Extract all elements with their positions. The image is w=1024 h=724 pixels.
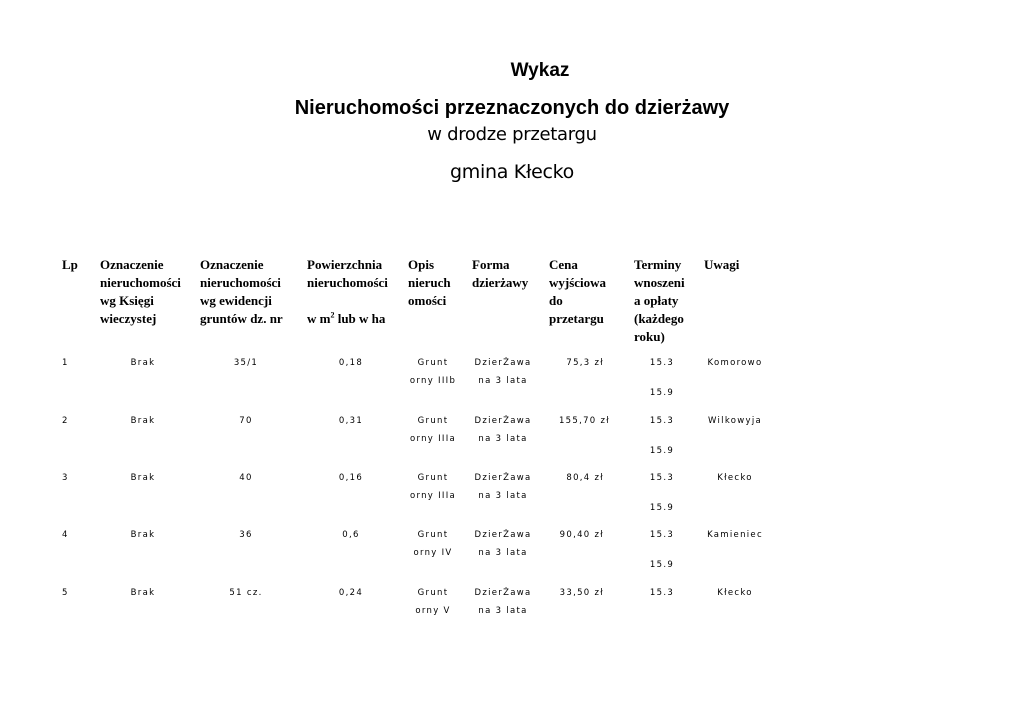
cell-termin-2: 15.9 [649,560,675,570]
document-subtitle-line: w drodze przetargu [427,124,597,145]
cell-opis-klasa: orny V [415,606,451,616]
header-uwagi: Uwagi [704,257,740,272]
header-powierzchnia [307,256,388,328]
cell-ksiega: Brak [130,588,156,598]
header-text: Cena [549,257,578,272]
cell-opis: Grunt [417,588,449,598]
cell-cena: 33,50 zł [559,588,604,598]
cell-uwagi: Kłecko [717,588,753,598]
header-text: nieruchomości [100,275,181,290]
header-text: nieruchomości [307,275,388,290]
cell-termin-1: 15.3 [649,588,675,598]
header-text: dzierżawy [472,275,529,290]
document-title: Wykaz [510,60,570,81]
header-text: (każdego [634,311,684,326]
cell-uwagi: Kłecko [717,473,753,483]
cell-ksiega: Brak [130,473,156,483]
cell-opis: Grunt [417,358,449,368]
header-text: wyjściowa [549,275,607,290]
header-lp: Lp [62,257,78,272]
cell-cena: 155,70 zł [558,416,610,426]
cell-opis-klasa: orny IIIa [409,491,457,501]
cell-uwagi: Komorowo [707,358,763,368]
cell-opis: Grunt [417,473,449,483]
cell-forma-okres: na 3 lata [478,606,528,616]
cell-opis: Grunt [417,416,449,426]
cell-ksiega: Brak [130,530,156,540]
header-superscript: 2 [330,310,335,320]
cell-opis-klasa: orny IV [413,548,453,558]
cell-termin-1: 15.3 [649,358,675,368]
header-text: gruntów dz. nr [200,311,283,326]
cell-dzialka: 35/1 [233,358,259,368]
cell-termin-2: 15.9 [649,503,675,513]
cell-lp: 3 [62,473,69,483]
cell-cena: 75,3 zł [566,358,604,368]
cell-termin-1: 15.3 [649,473,675,483]
cell-powierzchnia: 0,6 [342,530,360,540]
header-cena [549,256,606,328]
cell-dzialka: 36 [239,530,253,540]
header-text: wnoszeni [634,275,685,290]
cell-powierzchnia: 0,16 [338,473,364,483]
header-text: Opis [408,257,435,272]
header-text: nieruchomości [200,275,281,290]
header-text: omości [408,293,447,308]
cell-forma: DzierŻawa [474,358,532,368]
header-opis [408,256,451,310]
header-text: wg ewidencji [200,293,272,308]
cell-forma: DzierŻawa [474,473,532,483]
cell-opis-klasa: orny IIIa [409,434,457,444]
header-text: a opłaty [634,293,679,308]
cell-dzialka: 51 cz. [229,588,263,598]
cell-termin-1: 15.3 [649,416,675,426]
header-text: wg Księgi [100,293,154,308]
cell-powierzchnia: 0,18 [338,358,364,368]
cell-forma-okres: na 3 lata [478,376,528,386]
header-text: Oznaczenie [100,257,164,272]
cell-forma-okres: na 3 lata [478,548,528,558]
header-text: w m [307,311,331,326]
cell-lp: 1 [62,358,69,368]
cell-forma-okres: na 3 lata [478,491,528,501]
cell-ksiega: Brak [130,358,156,368]
cell-forma: DzierŻawa [474,416,532,426]
header-ksiega [100,256,181,328]
header-text: nieruch [408,275,451,290]
header-text: Forma [472,257,510,272]
cell-ksiega: Brak [130,416,156,426]
header-terminy [634,256,685,346]
cell-opis-klasa: orny IIIb [409,376,457,386]
header-ewidencja [200,256,283,328]
cell-forma: DzierŻawa [474,530,532,540]
cell-forma: DzierŻawa [474,588,532,598]
cell-termin-1: 15.3 [649,530,675,540]
cell-uwagi: Wilkowyja [707,416,763,426]
document-municipality: gmina Kłecko [450,161,574,183]
cell-uwagi: Kamieniec [707,530,763,540]
header-forma [472,256,528,292]
header-text: przetargu [549,311,604,326]
header-text: roku) [634,329,665,344]
cell-lp: 4 [62,530,69,540]
header-text: Oznaczenie [200,257,264,272]
cell-cena: 90,40 zł [559,530,604,540]
cell-opis: Grunt [417,530,449,540]
cell-cena: 80,4 zł [566,473,604,483]
cell-powierzchnia: 0,31 [338,416,364,426]
header-text: Terminy [634,257,682,272]
cell-lp: 2 [62,416,69,426]
header-text: do [549,293,563,308]
cell-termin-2: 15.9 [649,446,675,456]
cell-dzialka: 70 [239,416,253,426]
header-text: Powierzchnia [307,257,383,272]
cell-termin-2: 15.9 [649,388,675,398]
cell-dzialka: 40 [239,473,253,483]
header-text: wieczystej [100,311,157,326]
cell-powierzchnia: 0,24 [338,588,364,598]
document-subtitle: Nieruchomości przeznaczonych do dzierżawy [294,97,730,119]
header-text: lub w ha [334,311,386,326]
cell-lp: 5 [62,588,69,598]
cell-forma-okres: na 3 lata [478,434,528,444]
